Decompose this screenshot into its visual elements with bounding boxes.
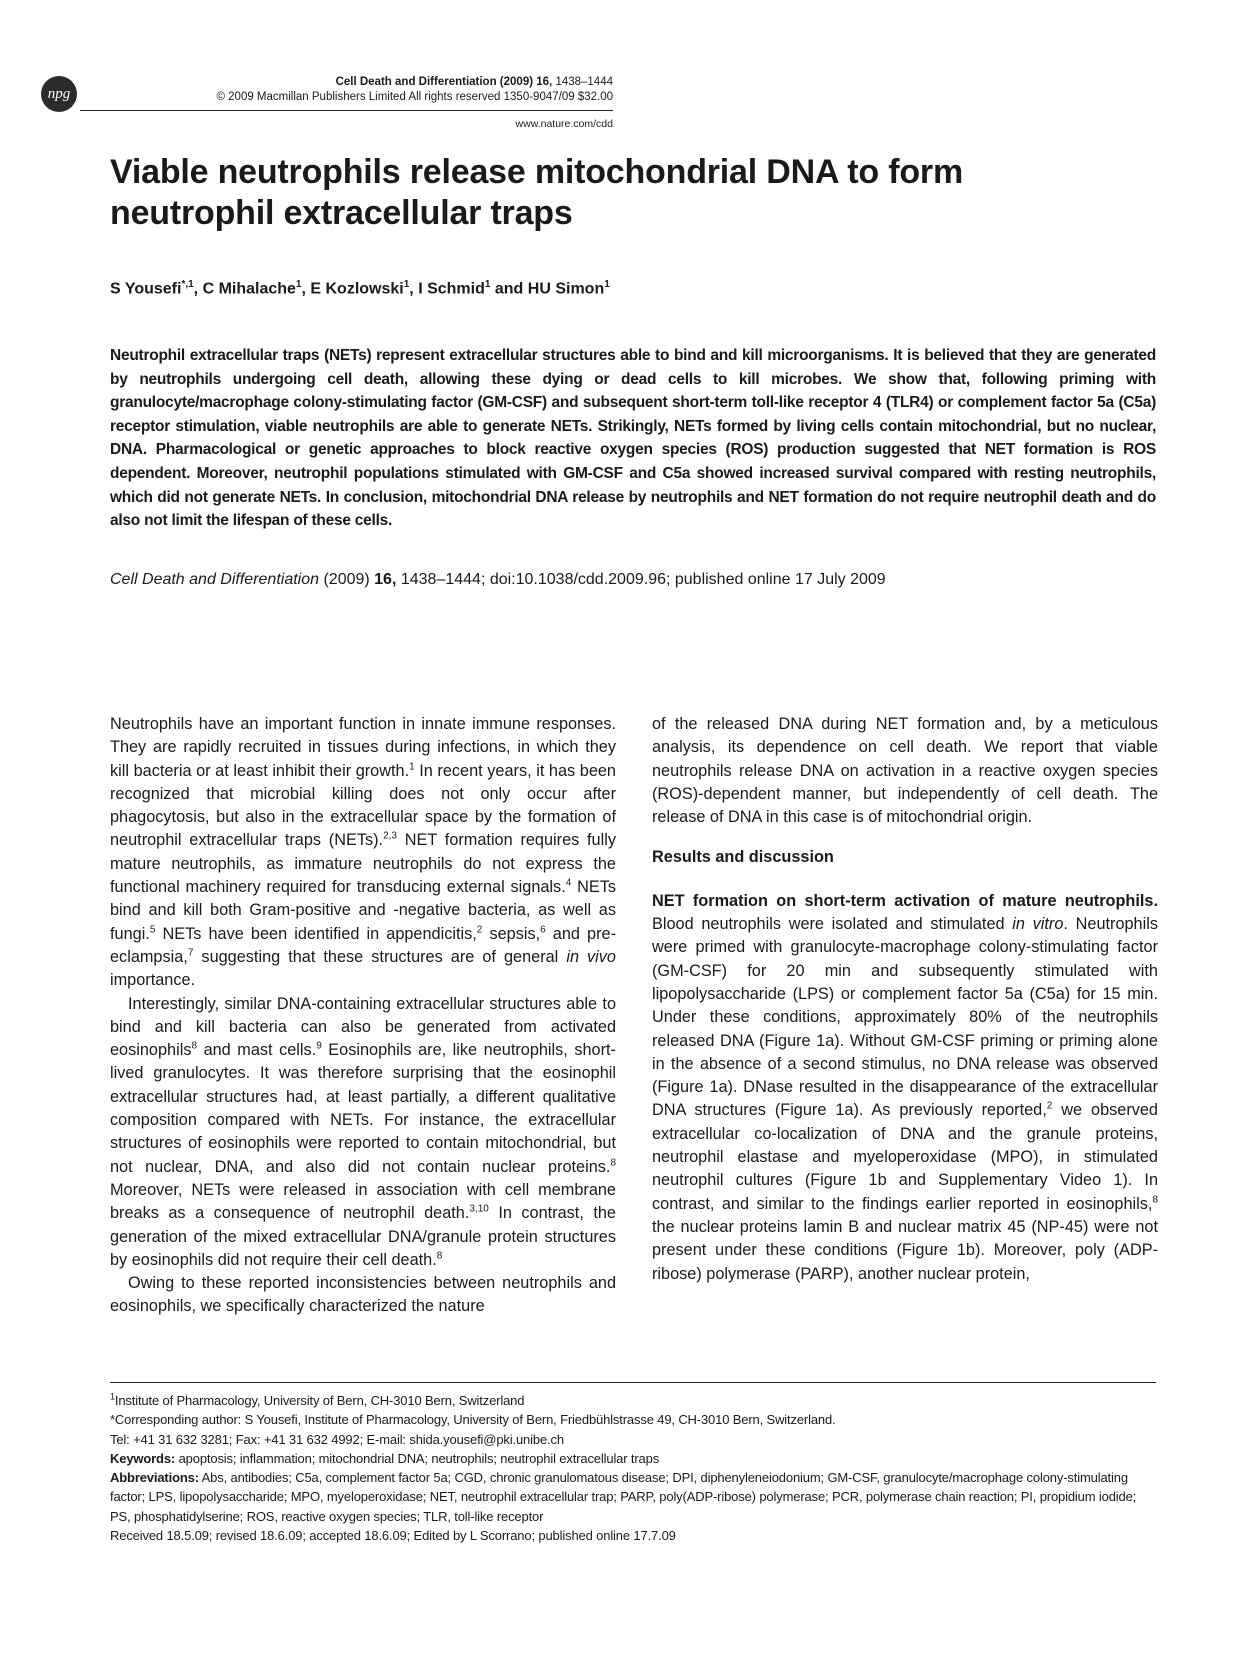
footnotes	[110, 1391, 1156, 1545]
page-range: 1438–1444	[555, 76, 613, 88]
author: C Mihalache	[202, 280, 296, 298]
body-paragraph: Neutrophils have an important function in innate immune responses. They are rapidly recruited in tissues during infections, in which they kill bacteria or at least inhibit their growth.$^1$ In recent years, it has been recognized that microbial killing does not only occur after phagocytosis, but also in the extracellular space by the formation of neutrophil extracellular traps (NETs).$^{2,3}$ NET formation requires fully mature neutrophils, as immature neutrophils do not express the functional machinery required for transducing external signals.$^4$ NETs bind and kill both Gram-positive and -negative bacteria, as well as fungi.$^5$ NETs have been identified in appendicitis,$^2$ sepsis,$^6$ and pre-eclampsia,$^7$ suggesting that these structures are of general in vivo importance.	[110, 715, 617, 990]
subsection-heading: NET formation on short-term activation of mature neutrophils.	[652, 891, 1158, 910]
copyright-line: © 2009 Macmillan Publishers Limited All rights reserved 1350-9047/09 $32.00	[216, 91, 613, 103]
citation-volume: 16,	[374, 571, 397, 588]
author-list: S Yousefi$^{*,1}$, C Mihalache$^1$, E Kozlowski$^1$, I Schmid$^1$ and HU Simon$^1$	[110, 279, 610, 298]
running-header	[110, 75, 613, 105]
footnote-rule	[110, 1382, 1156, 1383]
reference-mark[interactable]: 8	[191, 1040, 198, 1052]
keywords: Keywords: apoptosis; inflammation; mitochondrial DNA; neutrophils; neutrophil extracellular traps	[110, 1450, 660, 1466]
body-column-left	[110, 713, 616, 1319]
author-affiliation-mark: 1	[604, 279, 610, 290]
citation-line	[110, 571, 886, 589]
section-heading: Results and discussion	[652, 848, 834, 867]
reference-mark[interactable]: 8	[1152, 1194, 1158, 1206]
reference-mark[interactable]: 6	[540, 924, 546, 936]
body-column-right	[652, 713, 1158, 1286]
affiliation: $^1$Institute of Pharmacology, University of Bern, CH-3010 Bern, Switzerland	[110, 1391, 525, 1408]
reference-mark[interactable]: 5	[149, 924, 156, 936]
author: I Schmid	[418, 280, 485, 298]
npg-logo	[41, 76, 77, 112]
reference-mark[interactable]: 9	[316, 1040, 322, 1052]
reference-mark[interactable]: 8	[436, 1250, 443, 1262]
citation-journal: Cell Death and Differentiation	[110, 571, 320, 588]
corresponding-author: *Corresponding author: S Yousefi, Institute of Pharmacology, University of Bern, Friedbühlstrasse 49, CH-3010 Bern, Switzerland.	[110, 1412, 836, 1428]
reference-mark[interactable]: 1	[409, 761, 415, 773]
header-rule	[80, 110, 613, 111]
body-paragraph: Owing to these reported inconsistencies between neutrophils and eosinophils, we specifically characterized the nature	[110, 1274, 616, 1316]
reference-mark[interactable]: 4	[565, 877, 572, 889]
author-affiliation-mark: *,1	[181, 279, 194, 290]
reference-mark[interactable]: 8	[610, 1157, 616, 1169]
citation-year: (2009)	[319, 571, 375, 588]
body-paragraph: of the released DNA during NET formation and, by a meticulous analysis, its dependence on cell death. We report that viable neutrophils release DNA on activation in a reactive oxygen species (ROS)-dependent manner, but independently of cell death. The release of DNA in this case is of mitochondrial origin.	[652, 715, 1158, 827]
body-paragraph: NET formation on short-term activation of mature neutrophils. Blood neutrophils were isolated and stimulated in vitro. Neutrophils were primed with granulocyte-macrophage colony-stimulating factor (GM-CSF) for 20 min and subsequently stimulated with lipopolysaccharide (LPS) or complement factor 5a (C5a) for 15 min. Under these conditions, approximately 80% of the neutrophils released DNA (Figure 1a). Without GM-CSF priming or priming alone in the absence of a second stimulus, no DNA release was observed (Figure 1a). DNase resulted in the disappearance of the extracellular DNA structures (Figure 1a). As previously reported,$^2$ we observed extracellular co-localization of DNA and the granule proteins, neutrophil elastase and myeloperoxidase (MPO), in stimulated neutrophil cultures (Figure 1b and Supplementary Video 1). In contrast, and similar to the findings earlier reported in eosinophils,$^8$ the nuclear proteins lamin B and nuclear matrix 45 (NP-45) were not present under these conditions (Figure 1b). Moreover, poly (ADP-ribose) polymerase (PARP), another nuclear protein,	[652, 891, 1158, 1283]
abbreviations: Abbreviations: Abs, antibodies; C5a, complement factor 5a; CGD, chronic granulomatous disease; DPI, diphenyleneiodonium; GM-CSF, granulocyte/macrophage colony-stimulating factor; LPS, lipopolysaccharide; MPO, myeloperoxidase; NET, neutrophil extracellular trap; PARP, poly(ADP-ribose) polymerase; PCR, polymerase chain reaction; PI, propidium iodide; PS, phosphatidylserine; ROS, reactive oxygen species; TLR, toll-like receptor	[110, 1470, 1137, 1524]
journal-line	[110, 75, 613, 90]
author-affiliation-mark: 1	[295, 279, 302, 290]
received-dates: Received 18.5.09; revised 18.6.09; accepted 18.6.09; Edited by L Scorrano; published online 17.7.09	[110, 1528, 676, 1544]
reference-mark[interactable]: 2,3	[383, 831, 397, 843]
author: E Kozlowski	[310, 280, 404, 298]
author-affiliation-mark: 1	[403, 279, 410, 290]
author-affiliation-mark: 1	[484, 279, 491, 290]
journal-name: Cell Death and Differentiation (2009) 16,	[335, 76, 553, 88]
logo-text: npg	[47, 85, 71, 102]
abstract: Neutrophil extracellular traps (NETs) represent extracellular structures able to bind and kill microorganisms. It is believed that they are generated by neutrophils undergoing cell death, allowing these dying or dead cells to kill microbes. We show that, following priming with granulocyte/macrophage colony-stimulating factor (GM-CSF) and subsequent short-term toll-like receptor 4 (TLR4) or complement factor 5a (C5a) receptor stimulation, viable neutrophils are able to generate NETs. Strikingly, NETs formed by living cells contain mitochondrial, but no nuclear, DNA. Pharmacological or genetic approaches to block reactive oxygen species (ROS) production suggested that NET formation is ROS dependent. Moreover, neutrophil populations stimulated with GM-CSF and C5a showed increased survival compared with resting neutrophils, which did not generate NETs. In conclusion, mitochondrial DNA release by neutrophils and NET formation do not require neutrophil death and do also not limit the lifespan of these cells.	[110, 347, 1156, 530]
reference-mark[interactable]: 3,10	[469, 1203, 489, 1215]
citation-details: 1438–1444; doi:10.1038/cdd.2009.96; published online 17 July 2009	[396, 571, 886, 588]
body-paragraph: Interestingly, similar DNA-containing extracellular structures able to bind and kill bacteria can also be generated from activated eosinophils$^8$ and mast cells.$^9$ Eosinophils are, like neutrophils, short-lived granulocytes. It was therefore surprising that the eosinophil extracellular structures had, at least partially, a different qualitative composition compared with NETs. For instance, the extracellular structures of eosinophils were reported to contain mitochondrial, but not nuclear, DNA, and also did not contain nuclear proteins.$^8$ Moreover, NETs were released in association with cell membrane breaks as a consequence of neutrophil death.$^{3,10}$ In contrast, the generation of the mixed extracellular DNA/granule protein structures by eosinophils did not require their cell death.$^8$	[110, 994, 616, 1269]
author: S Yousefi	[110, 280, 182, 298]
reference-mark[interactable]: 7	[187, 947, 194, 959]
journal-url[interactable]: www.nature.com/cdd	[515, 118, 613, 130]
reference-mark[interactable]: 2	[476, 924, 483, 936]
contact-info: Tel: +41 31 632 3281; Fax: +41 31 632 4992; E-mail: shida.yousefi@pki.unibe.ch	[110, 1431, 564, 1447]
author: HU Simon	[527, 280, 605, 298]
reference-mark[interactable]: 2	[1046, 1101, 1053, 1113]
article-title: Viable neutrophils release mitochondrial DNA to form neutrophil extracellular traps	[110, 153, 963, 232]
